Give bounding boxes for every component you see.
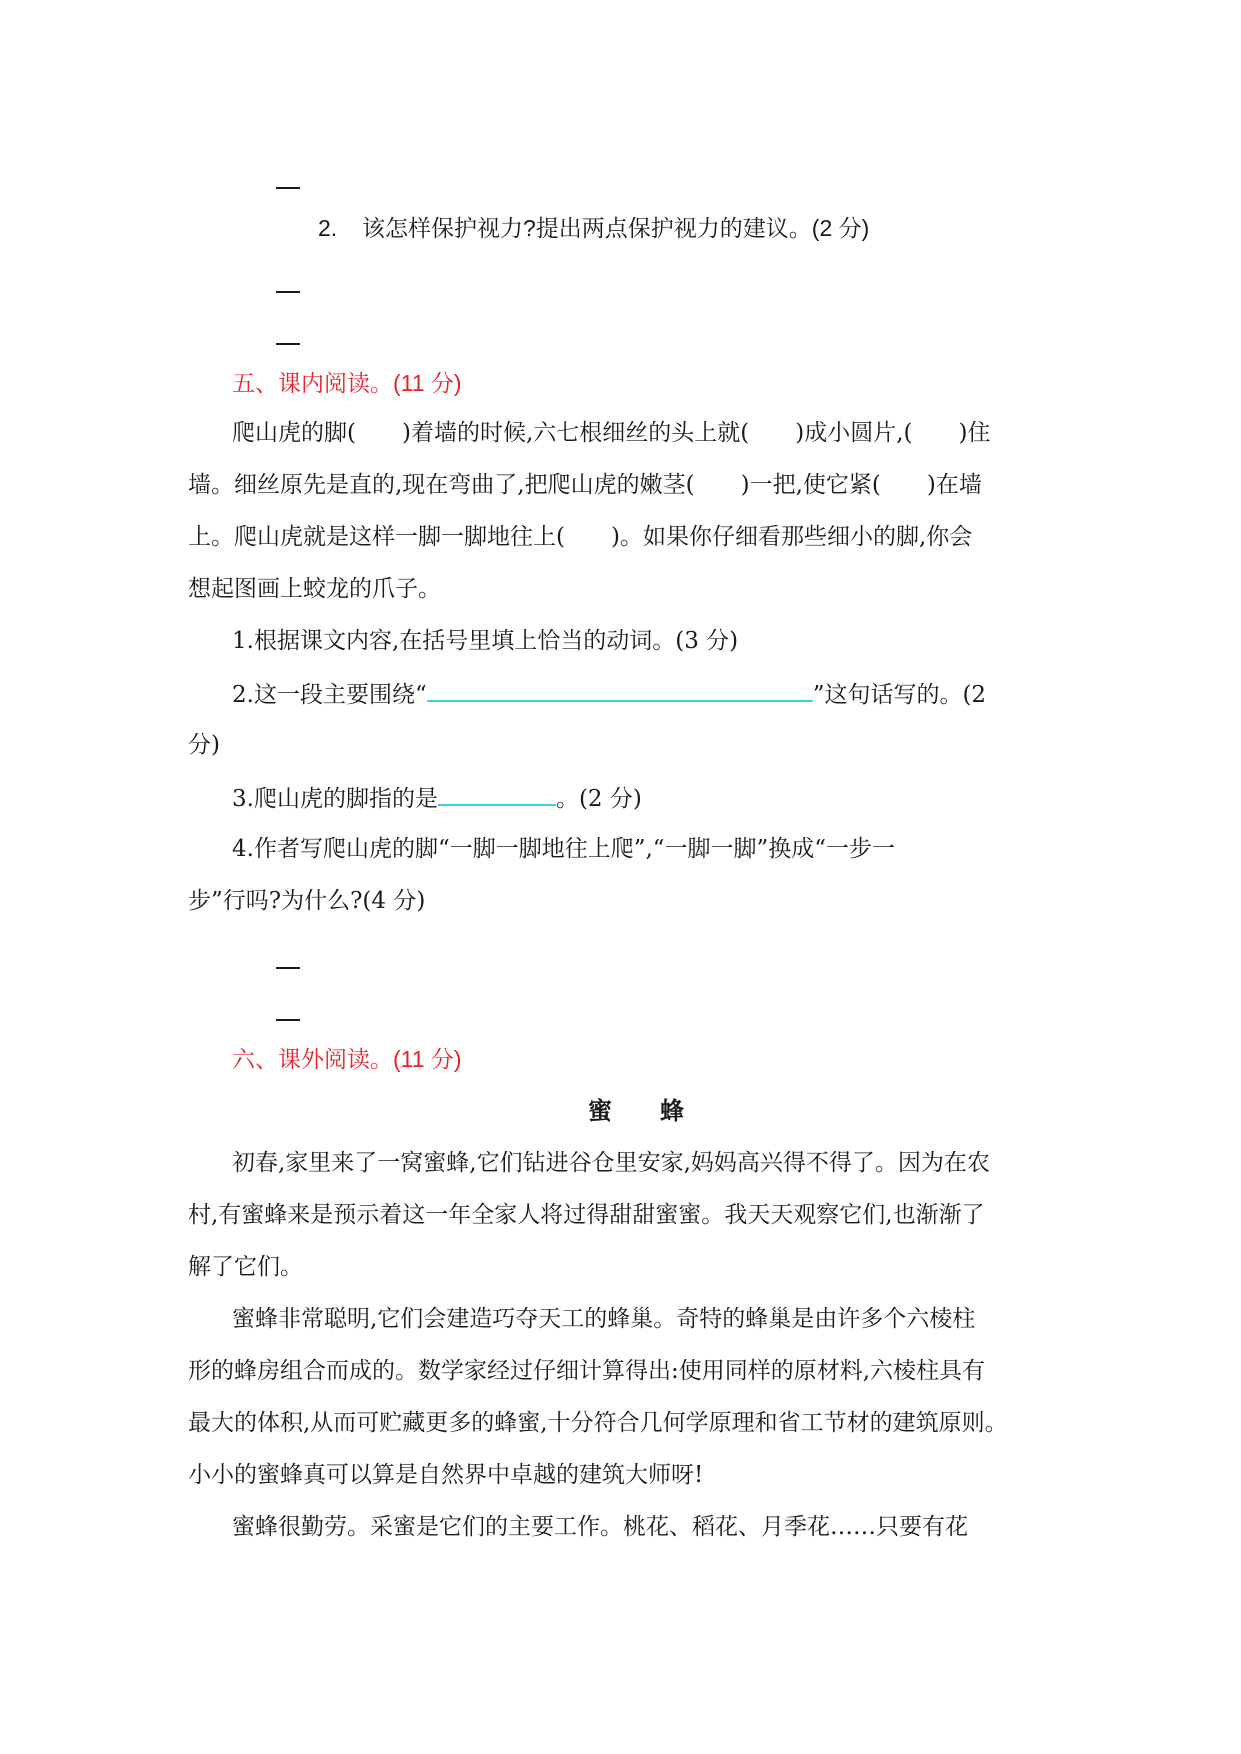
question-text: 分) (188, 732, 220, 758)
question-text-part: ”这句话写的。(2 (812, 682, 987, 708)
passage-line: 小小的蜜蜂真可以算是自然界中卓越的建筑大师呀! (188, 1462, 704, 1488)
passage-line: 蜜蜂非常聪明,它们会建造巧夺天工的蜂巢。奇特的蜂巢是由许多个六棱柱 (232, 1306, 976, 1332)
question-text: 该怎样保护视力?提出两点保护视力的建议。(2 分) (362, 215, 870, 241)
question-text-part: 3.爬山虎的脚指的是 (232, 786, 438, 812)
question-text-part: 2.这一段主要围绕“ (232, 682, 427, 708)
passage-line: 墙。细丝原先是直的,现在弯曲了,把爬山虎的嫩茎( )一把,使它紧( )在墙 (188, 472, 982, 498)
passage-line: 解了它们。 (188, 1254, 303, 1280)
passage-line: 最大的体积,从而可贮藏更多的蜂蜜,十分符合几何学原理和省工节材的建筑原则。 (188, 1410, 1008, 1436)
section-heading: 六、课外阅读。(11 分) (232, 1046, 462, 1072)
answer-blank[interactable] (427, 678, 813, 702)
article-title: 蜜 蜂 (588, 1096, 684, 1125)
passage-line: 爬山虎的脚( )着墙的时候,六七根细丝的头上就( )成小圆片,( )住 (232, 420, 991, 446)
question-text-part: 。(2 分) (555, 786, 642, 812)
passage-line: 形的蜂房组合而成的。数学家经过仔细计算得出:使用同样的原材料,六棱柱具有 (188, 1358, 986, 1384)
question-text (232, 678, 986, 710)
passage-line: 蜜蜂很勤劳。采蜜是它们的主要工作。桃花、稻花、月季花……只要有花 (232, 1514, 968, 1540)
question-number: 2. (318, 215, 338, 241)
question-text (232, 782, 642, 814)
answer-line (276, 343, 300, 345)
passage-line: 初春,家里来了一窝蜜蜂,它们钻进谷仓里安家,妈妈高兴得不得了。因为在农 (232, 1150, 990, 1176)
question-text: 步”行吗?为什么?(4 分) (188, 888, 426, 914)
passage-line: 村,有蜜蜂来是预示着这一年全家人将过得甜甜蜜蜜。我天天观察它们,也渐渐了 (188, 1202, 985, 1228)
answer-line (276, 1019, 300, 1021)
question-text: 4.作者写爬山虎的脚“一脚一脚地往上爬”,“一脚一脚”换成“一步一 (232, 836, 896, 862)
answer-line (276, 967, 300, 969)
answer-line (276, 291, 300, 293)
section-heading: 五、课内阅读。(11 分) (232, 370, 462, 396)
answer-blank[interactable] (438, 782, 556, 806)
answer-line (276, 187, 300, 189)
question-text: 1.根据课文内容,在括号里填上恰当的动词。(3 分) (232, 628, 739, 654)
passage-line: 想起图画上蛟龙的爪子。 (188, 576, 441, 602)
passage-line: 上。爬山虎就是这样一脚一脚地往上( )。如果你仔细看那些细小的脚,你会 (188, 524, 973, 550)
